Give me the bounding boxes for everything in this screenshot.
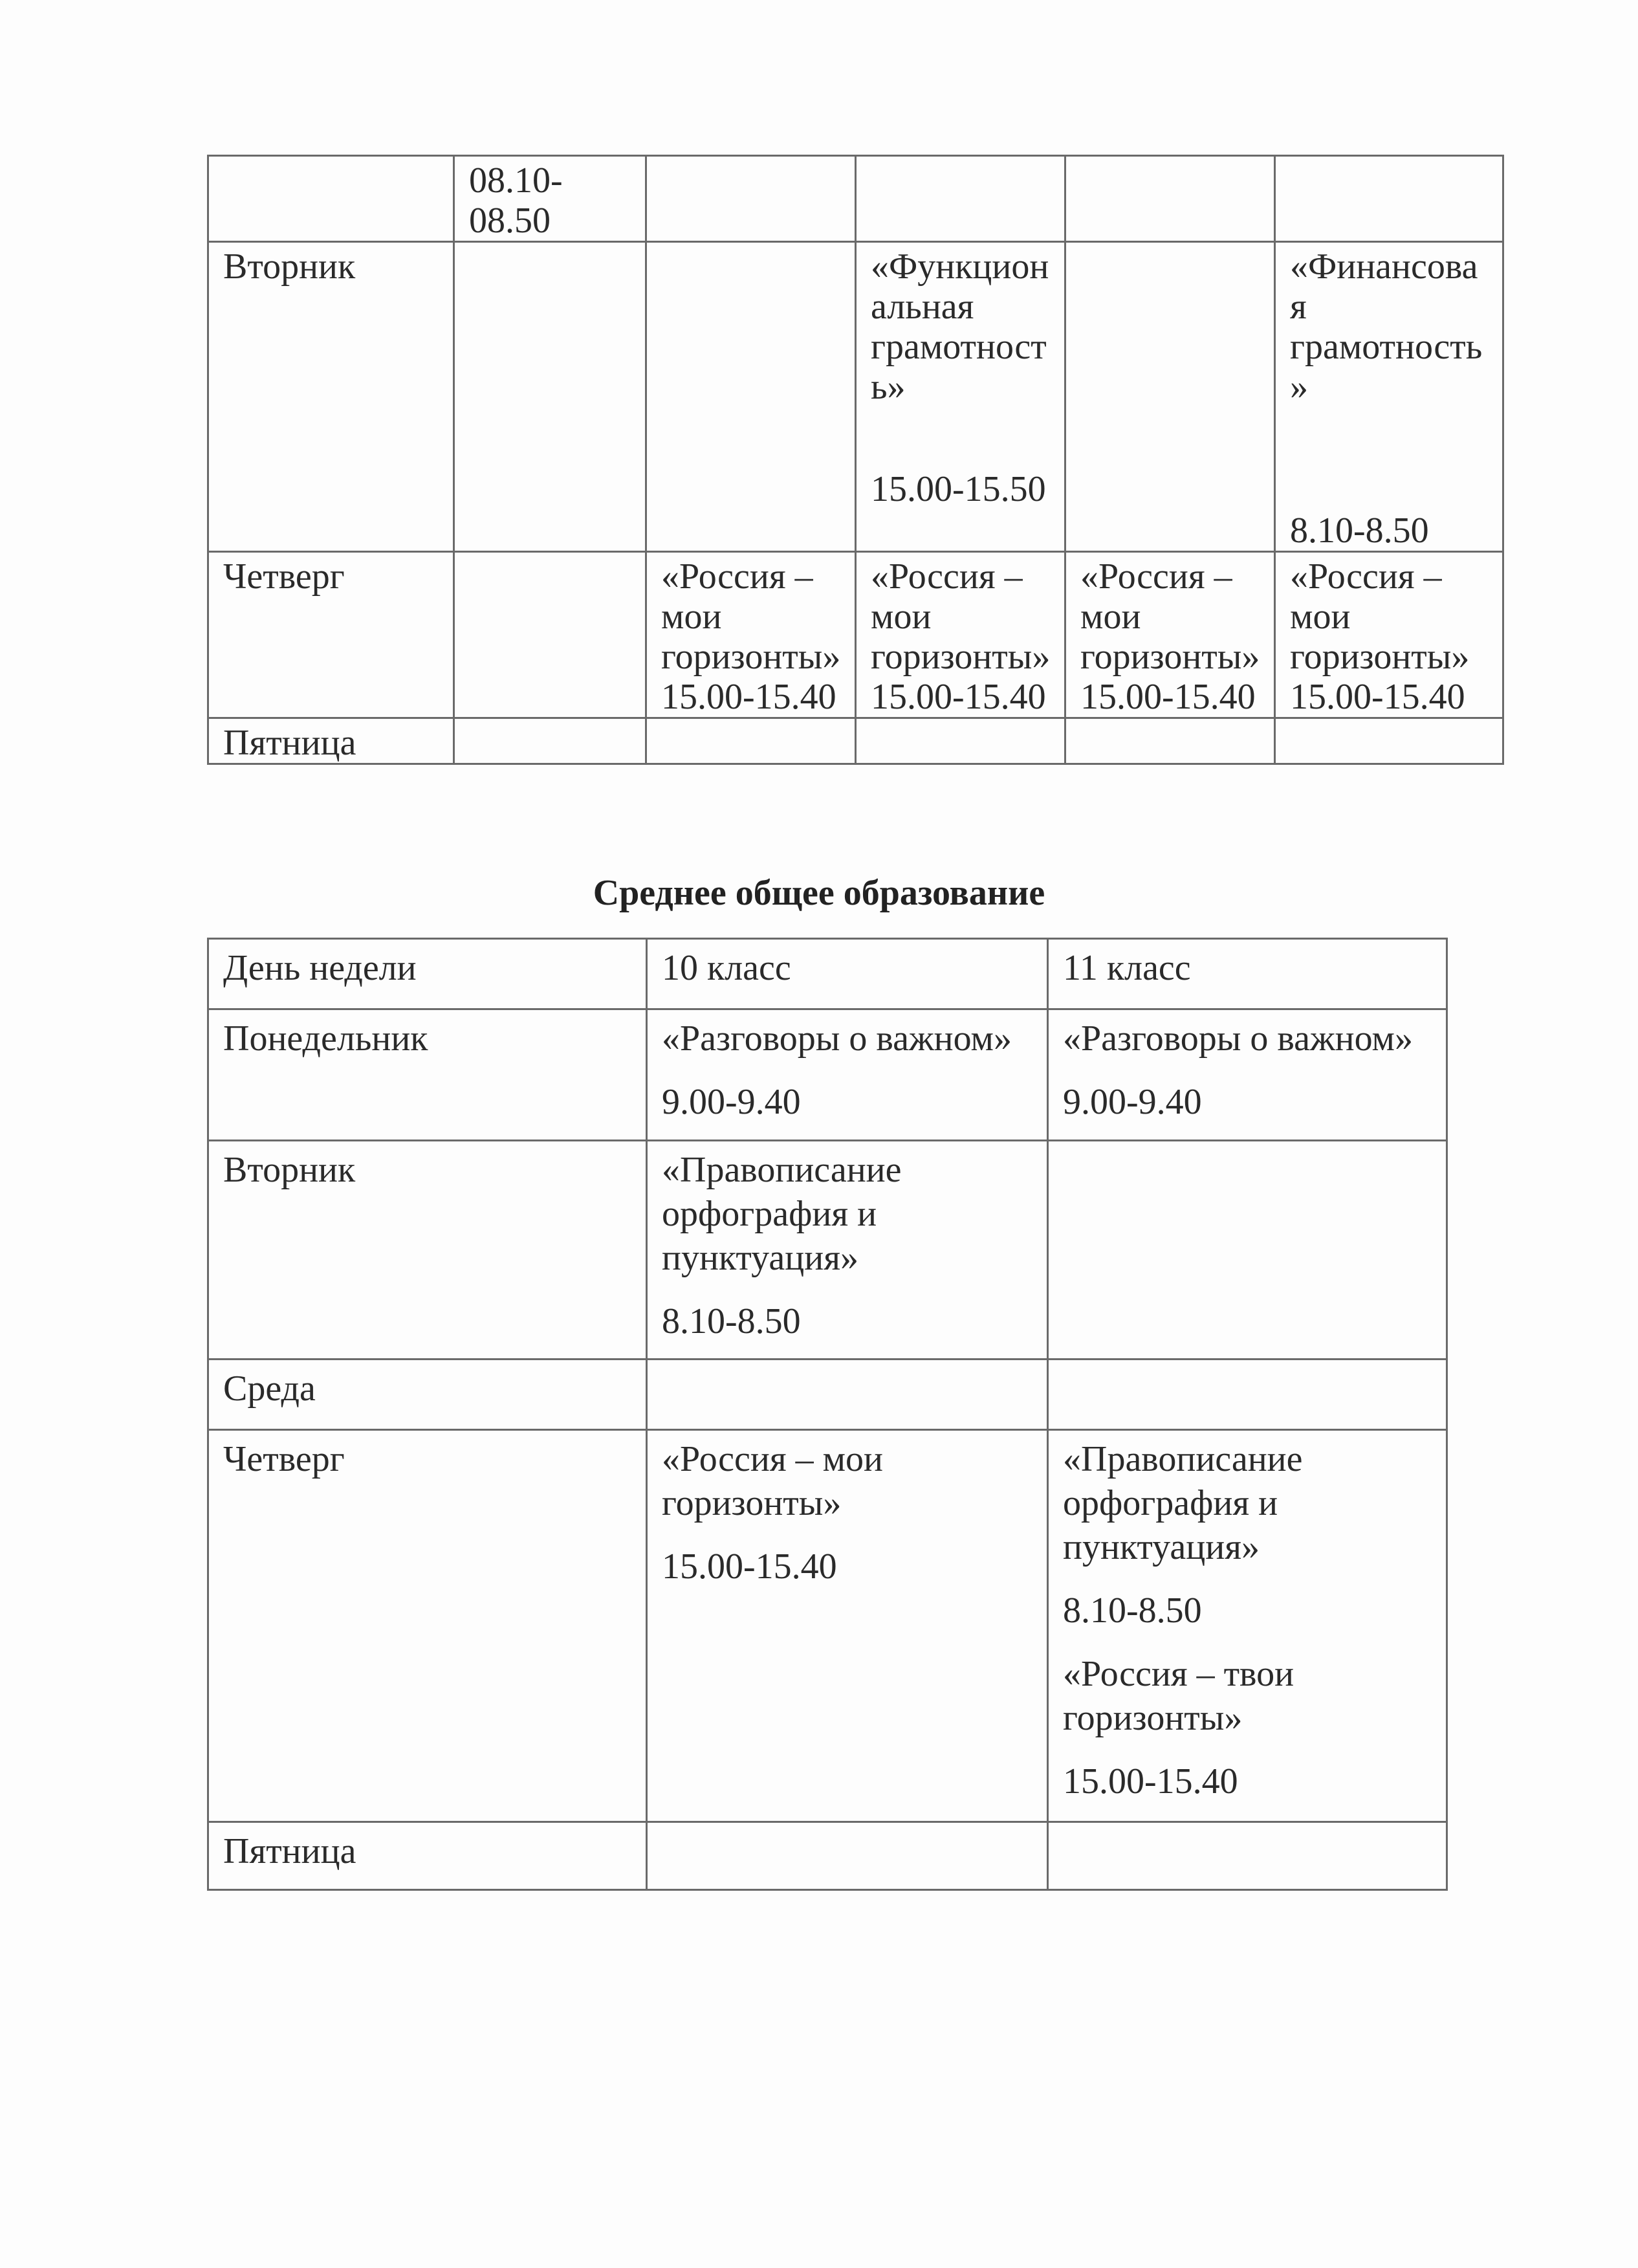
schedule-cell	[1048, 1822, 1447, 1890]
course-name: «Разговоры о важном»	[662, 1018, 1012, 1059]
schedule-cell	[647, 1141, 1048, 1360]
schedule-cell	[1048, 1009, 1447, 1141]
day-cell: Вторник	[208, 242, 454, 552]
day-cell: Среда	[208, 1360, 647, 1430]
schedule-cell: «Россия – мои горизонты» 15.00-15.40	[856, 552, 1065, 718]
table-row	[208, 1430, 1447, 1822]
table-row	[208, 718, 1503, 764]
schedule-cell	[1065, 242, 1275, 552]
schedule-cell	[856, 718, 1065, 764]
course-time: 8.10-8.50	[662, 1301, 801, 1341]
course-time: 15.00-15.40	[662, 1547, 837, 1587]
course-time: 15.00-15.40	[1063, 1761, 1238, 1801]
table-row	[208, 1822, 1447, 1890]
table-row	[208, 1360, 1447, 1430]
header-grade-11: 11 класс	[1048, 939, 1447, 1009]
schedule-cell: «Россия – мои горизонты» 15.00-15.40	[1275, 552, 1503, 718]
table-row	[208, 1009, 1447, 1141]
schedule-cell	[646, 718, 856, 764]
course-name: «Финансовая грамотность »	[1290, 247, 1483, 407]
table-header-row	[208, 939, 1447, 1009]
course-name: «Функцион альная грамотност ь»	[871, 247, 1049, 407]
day-cell: Пятница	[208, 718, 454, 764]
schedule-cell	[646, 242, 856, 552]
schedule-cell	[1275, 242, 1503, 552]
schedule-cell	[647, 1822, 1048, 1890]
table-row	[208, 242, 1503, 552]
header-day: День недели	[208, 939, 647, 1009]
course-time: 9.00-9.40	[662, 1082, 801, 1122]
course-time: 8.10-8.50	[1063, 1591, 1202, 1631]
schedule-cell	[646, 156, 856, 242]
course-time: 9.00-9.40	[1063, 1082, 1202, 1122]
course-name: «Россия – твои горизонты»	[1063, 1654, 1294, 1738]
table-row	[208, 1141, 1447, 1360]
schedule-cell	[1048, 1141, 1447, 1360]
table-row	[208, 156, 1503, 242]
schedule-cell	[856, 156, 1065, 242]
course-name: «Разговоры о важном»	[1063, 1018, 1413, 1059]
course-time: 8.10-8.50	[1290, 511, 1429, 551]
header-grade-10: 10 класс	[647, 939, 1048, 1009]
day-cell: Четверг	[208, 552, 454, 718]
day-cell: Вторник	[208, 1141, 647, 1360]
lower-schedule-table	[207, 938, 1448, 1891]
schedule-cell	[647, 1360, 1048, 1430]
course-time: 15.00-15.50	[871, 469, 1046, 509]
day-cell	[208, 156, 454, 242]
schedule-cell	[454, 242, 646, 552]
section-title: Среднее общее образование	[593, 873, 1045, 913]
day-cell: Четверг	[208, 1430, 647, 1822]
schedule-cell	[647, 1009, 1048, 1141]
schedule-cell	[1275, 718, 1503, 764]
course-name: «Правописание орфография и пунктуация»	[1063, 1439, 1303, 1567]
upper-schedule-table	[207, 155, 1504, 765]
schedule-cell	[454, 718, 646, 764]
schedule-cell	[1048, 1430, 1447, 1822]
course-name: «Правописание орфография и пунктуация»	[662, 1150, 902, 1278]
day-cell: Пятница	[208, 1822, 647, 1890]
day-cell: Понедельник	[208, 1009, 647, 1141]
schedule-cell	[1065, 156, 1275, 242]
table-row	[208, 552, 1503, 718]
schedule-cell	[856, 242, 1065, 552]
schedule-cell: «Россия – мои горизонты» 15.00-15.40	[1065, 552, 1275, 718]
schedule-cell: «Россия – мои горизонты» 15.00-15.40	[646, 552, 856, 718]
schedule-cell	[1275, 156, 1503, 242]
schedule-cell	[454, 552, 646, 718]
schedule-cell: 08.10- 08.50	[454, 156, 646, 242]
schedule-cell	[1048, 1360, 1447, 1430]
schedule-cell	[1065, 718, 1275, 764]
course-name: «Россия – мои горизонты»	[662, 1439, 883, 1523]
schedule-cell	[647, 1430, 1048, 1822]
